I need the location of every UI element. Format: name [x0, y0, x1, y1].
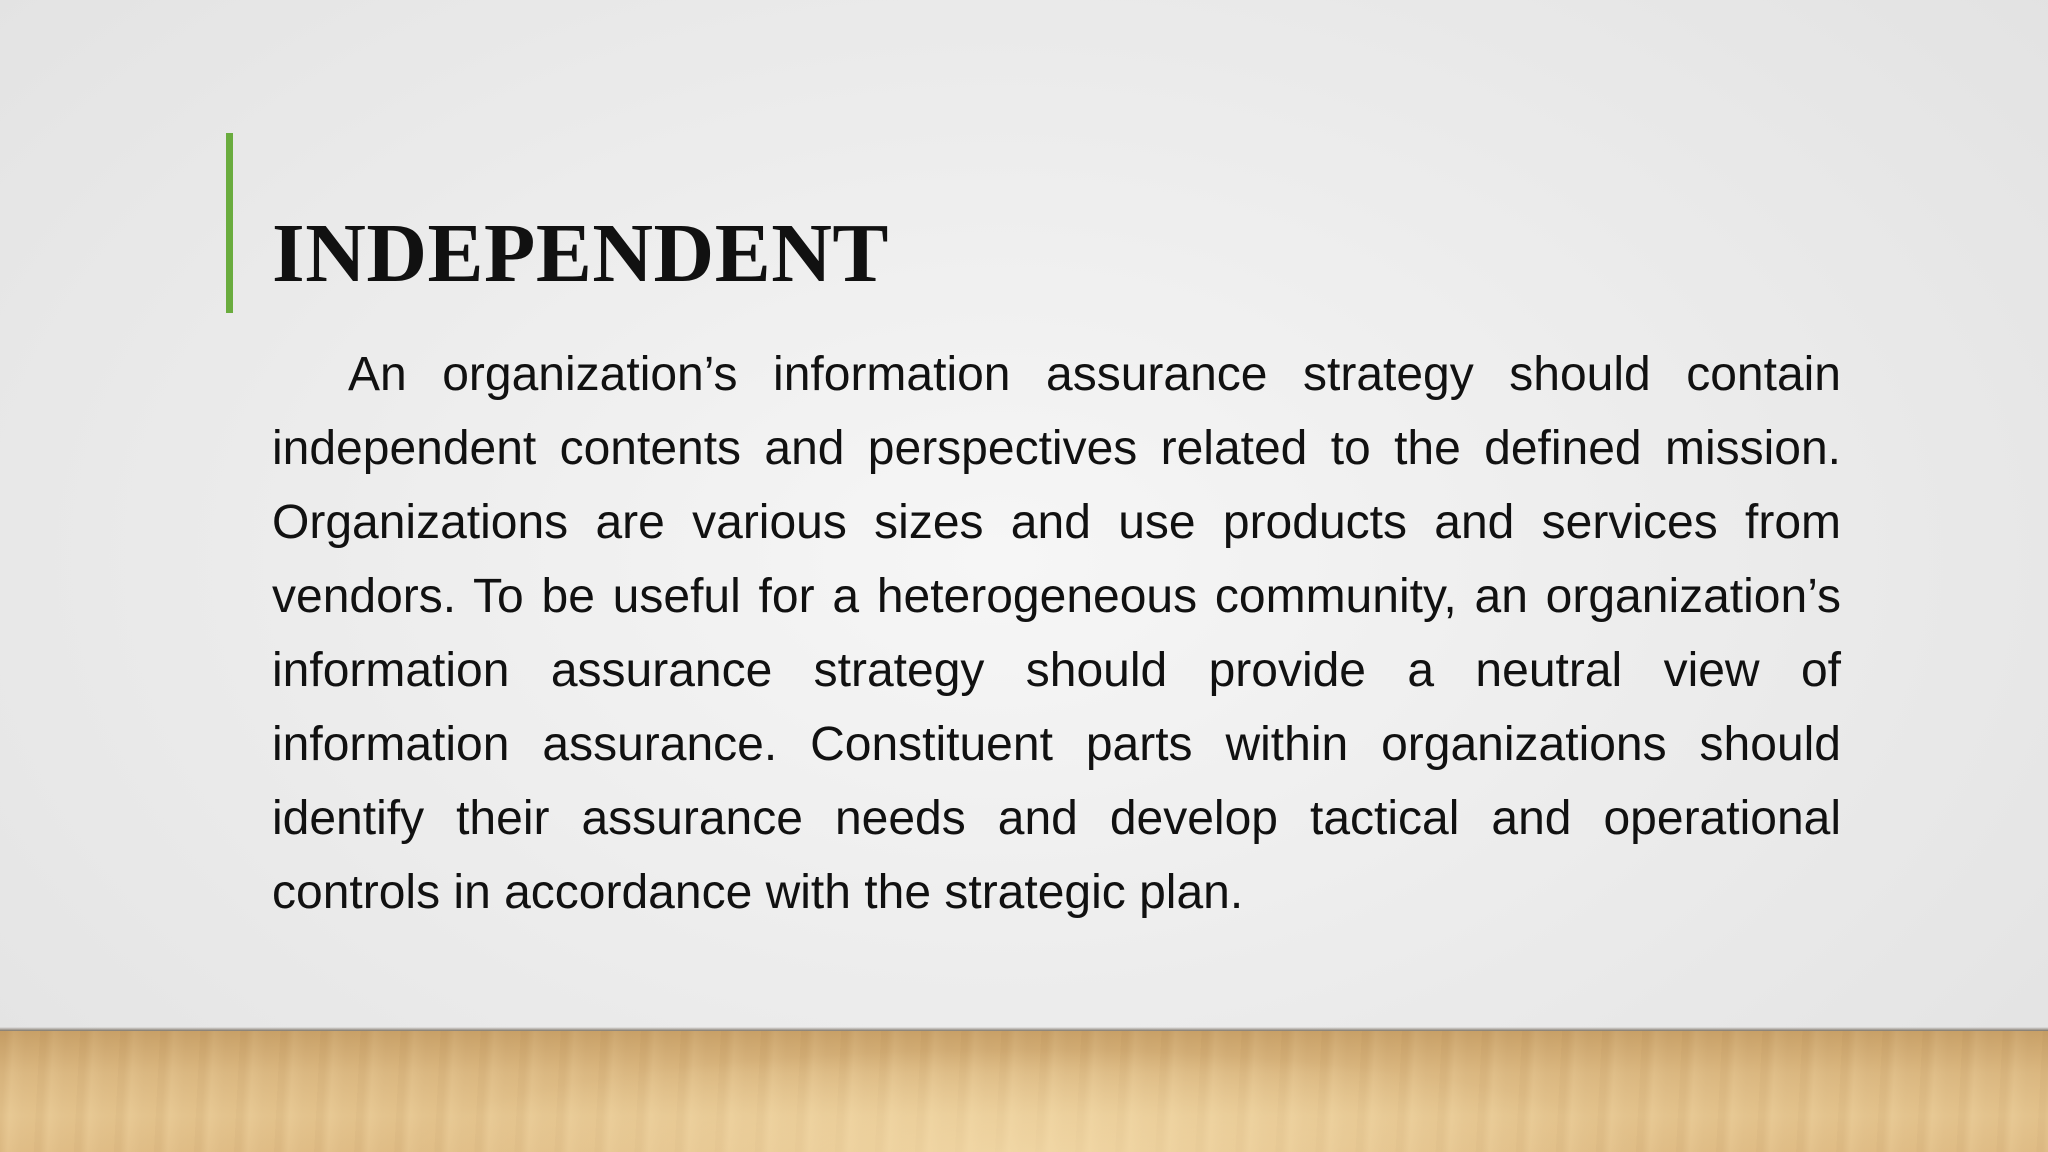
title-accent-bar — [226, 133, 233, 313]
slide-title: INDEPENDENT — [272, 207, 889, 300]
slide-body-text: An organization’s information assurance strategy should contain independent contents and perspectives related to the defined mission. Organizations are various sizes and use products and services from vendors. To be useful for a heterogeneous community, an organization’s information assurance strategy should provide a neutral view of information assurance. Constituent parts within organizations should identify their assurance needs and develop tactical and operational controls in accordance with the strategic plan. — [272, 348, 1841, 919]
wood-floor-background — [0, 1031, 2048, 1152]
